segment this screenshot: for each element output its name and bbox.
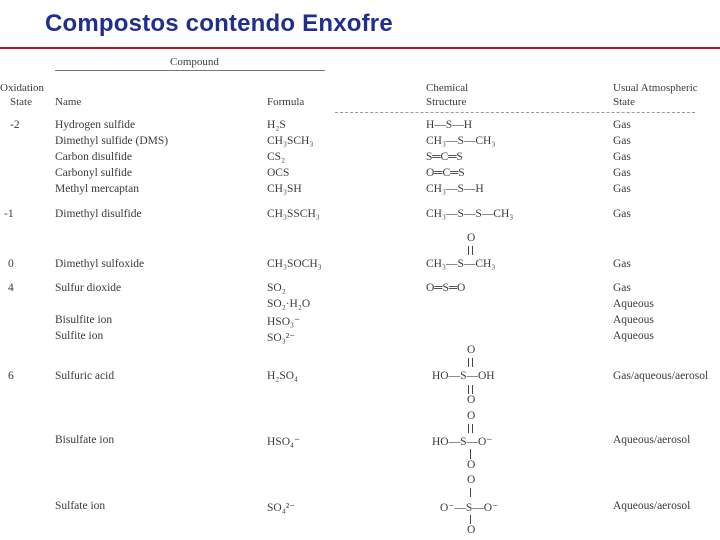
ox-state: -1 — [4, 208, 14, 220]
compound-name: Carbon disulfide — [55, 151, 132, 163]
oxygen-atom: O — [467, 394, 476, 406]
compound-formula: SO₄²⁻ — [267, 502, 296, 514]
compound-name: Sulfite ion — [55, 330, 104, 342]
compound-name: Dimethyl sulfoxide — [55, 258, 145, 270]
oxidation-header-1: Oxidation — [0, 82, 44, 94]
compound-name: Methyl mercaptan — [55, 183, 139, 195]
atmospheric-state: Gas — [613, 208, 631, 220]
compound-formula: CH₃SSCH₃ — [267, 208, 320, 220]
compound-header-rule — [55, 70, 325, 71]
ox-state: -2 — [10, 119, 20, 131]
ox-state: 6 — [8, 370, 14, 382]
compound-structure: CH₃—S—CH₃ — [426, 135, 496, 147]
compound-structure: HO—S—OH — [432, 370, 495, 382]
compound-structure: O⁻—S—O⁻ — [440, 502, 499, 514]
compound-header: Compound — [170, 56, 219, 68]
compound-structure: CH₃—S—CH₃ — [426, 258, 496, 270]
title-underline — [0, 47, 720, 49]
structure-header-2: Structure — [426, 96, 467, 108]
compound-name: Dimethyl disulfide — [55, 208, 142, 220]
atmospheric-state: Gas — [613, 258, 631, 270]
compound-structure: CH₃—S—S—CH₃ — [426, 208, 514, 220]
compound-structure: CH₃—S—H — [426, 183, 484, 195]
compound-formula: HSO₄⁻ — [267, 436, 301, 448]
atmospheric-state: Gas/aqueous/aerosol — [613, 370, 709, 382]
compound-formula: HSO₃⁻ — [267, 316, 301, 328]
double-bond — [468, 358, 473, 367]
structure-header-1: Chemical — [426, 82, 469, 94]
ox-state: 4 — [8, 282, 14, 294]
compound-structure: O═C═S — [426, 167, 465, 179]
compound-name: Sulfate ion — [55, 500, 106, 512]
compound-formula: SO₂·H₂O — [267, 298, 311, 310]
atmospheric-state: Aqueous/aerosol — [613, 500, 691, 512]
atmospheric-state: Gas — [613, 183, 631, 195]
compound-formula: CH₃SH — [267, 183, 302, 195]
compound-name: Bisulfite ion — [55, 314, 113, 326]
ox-state: 0 — [8, 258, 14, 270]
atmospheric-state: Aqueous — [613, 330, 654, 342]
compound-name: Bisulfate ion — [55, 434, 115, 446]
oxygen-atom: O — [467, 344, 476, 356]
compound-formula: OCS — [267, 167, 290, 179]
atmospheric-state: Gas — [613, 135, 631, 147]
oxygen-atom: O — [467, 524, 476, 536]
compound-formula: SO₂ — [267, 282, 286, 294]
atmosphere-header-2: State — [613, 96, 635, 108]
double-bond — [468, 246, 473, 255]
oxygen-atom: O — [467, 232, 476, 244]
header-bottom-rule — [335, 112, 695, 113]
name-header: Name — [55, 96, 82, 108]
atmospheric-state: Aqueous — [613, 314, 654, 326]
atmospheric-state: Gas — [613, 282, 631, 294]
single-bond — [470, 515, 471, 524]
double-bond — [468, 424, 473, 433]
oxygen-atom: O — [467, 410, 476, 422]
compound-structure: S═C═S — [426, 151, 463, 163]
compound-name: Sulfur dioxide — [55, 282, 122, 294]
atmospheric-state: Gas — [613, 119, 631, 131]
compound-name: Carbonyl sulfide — [55, 167, 132, 179]
double-bond — [468, 385, 473, 394]
single-bond — [470, 488, 471, 497]
oxygen-atom: O — [467, 474, 476, 486]
atmospheric-state: Gas — [613, 151, 631, 163]
compound-name: Dimethyl sulfide (DMS) — [55, 135, 169, 147]
compound-formula: H₂SO₄ — [267, 370, 299, 382]
oxidation-header-2: State — [10, 96, 32, 108]
page-title: Compostos contendo Enxofre — [45, 10, 393, 37]
compound-structure: O═S═O — [426, 282, 466, 294]
atmospheric-state: Aqueous/aerosol — [613, 434, 691, 446]
compound-formula: H₂S — [267, 119, 286, 131]
compound-name: Hydrogen sulfide — [55, 119, 136, 131]
compound-structure: HO—S—O⁻ — [432, 436, 493, 448]
oxygen-atom: O — [467, 459, 476, 471]
single-bond — [470, 449, 471, 459]
atmospheric-state: Gas — [613, 167, 631, 179]
formula-header: Formula — [267, 96, 305, 108]
compound-structure: H—S—H — [426, 119, 473, 131]
compound-formula: CH₃SCH₃ — [267, 135, 314, 147]
compound-formula: CS₂ — [267, 151, 286, 163]
compound-name: Sulfuric acid — [55, 370, 115, 382]
atmosphere-header-1: Usual Atmospheric — [613, 82, 698, 94]
compound-formula: SO₃²⁻ — [267, 332, 296, 344]
atmospheric-state: Aqueous — [613, 298, 654, 310]
compound-formula: CH₃SOCH₃ — [267, 258, 322, 270]
